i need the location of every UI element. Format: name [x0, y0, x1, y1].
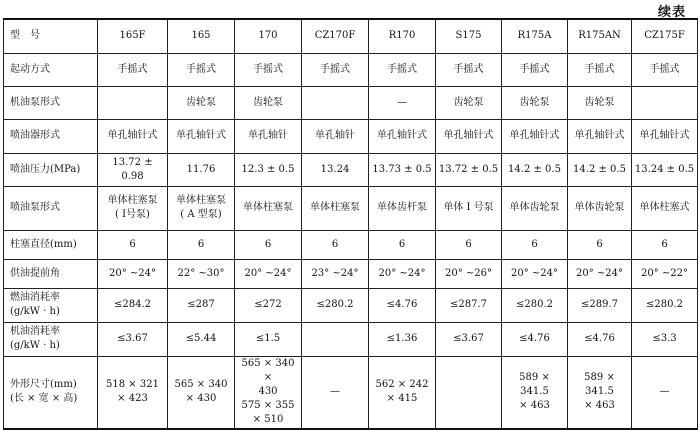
table-cell: ≤280.2 — [502, 288, 568, 322]
table-cell: 单孔轴针式 — [168, 119, 235, 153]
table-cell: 齿轮泵 — [502, 86, 568, 119]
table-cell: 单孔轴针式 — [502, 119, 568, 153]
table-cell: 单体柱塞泵 ( A 型泵) — [168, 186, 235, 230]
table-cell: 单孔轴针式 — [98, 119, 168, 153]
table-cell: R175A — [502, 19, 568, 53]
table-cell: 手摇式 — [568, 53, 632, 86]
table-cell: ≤1.36 — [369, 322, 436, 356]
table-cell: 单体柱塞泵 ( Ⅰ号泵) — [98, 186, 168, 230]
table-cell: ≤5.44 — [168, 322, 235, 356]
table-cell — [302, 86, 369, 119]
row-label-cell: 型 号 — [4, 19, 98, 53]
table-cell: 手摇式 — [235, 53, 302, 86]
table-row — [4, 322, 698, 356]
table-cell: 齿轮泵 — [436, 86, 502, 119]
table-cell: 20° ~22° — [632, 259, 698, 288]
table-cell: 齿轮泵 — [568, 86, 632, 119]
table-cell: 518 × 321 × 423 — [98, 356, 168, 429]
table-cell: 单体齿轮泵 — [568, 186, 632, 230]
table-cell: 单孔轴针 — [235, 119, 302, 153]
row-label-cell: 供油提前角 — [4, 259, 98, 288]
spec-table — [3, 18, 698, 430]
table-cell: 手摇式 — [436, 53, 502, 86]
table-cell: ≤280.2 — [632, 288, 698, 322]
table-cell: 手摇式 — [168, 53, 235, 86]
table-cell: 6 — [632, 230, 698, 259]
table-cell: — — [369, 86, 436, 119]
continued-label: 续表 — [657, 5, 686, 20]
table-cell: 单体柱塞泵 — [235, 186, 302, 230]
table-cell: 单体 Ⅰ 号泵 — [436, 186, 502, 230]
table-cell: 6 — [168, 230, 235, 259]
table-cell: 单体柱塞泵 — [302, 186, 369, 230]
table-cell: 13.72 ± 0.98 — [98, 153, 168, 186]
table-cell: 6 — [502, 230, 568, 259]
table-cell: 6 — [302, 230, 369, 259]
table-cell: ≤4.76 — [369, 288, 436, 322]
table-cell: 单体齿轮泵 — [502, 186, 568, 230]
table-row — [4, 288, 698, 322]
table-cell: 20° ~24° — [235, 259, 302, 288]
table-cell: 齿轮泵 — [168, 86, 235, 119]
row-label-cell: 起动方式 — [4, 53, 98, 86]
table-cell: 单孔轴针式 — [436, 119, 502, 153]
table-cell: — — [302, 356, 369, 429]
table-cell: 齿轮泵 — [235, 86, 302, 119]
table-cell: — — [632, 356, 698, 429]
table-cell: 单孔轴针式 — [632, 119, 698, 153]
table-cell: ≤287 — [168, 288, 235, 322]
table-cell — [436, 356, 502, 429]
table-cell: ≤3.3 — [632, 322, 698, 356]
table-cell: 手摇式 — [632, 53, 698, 86]
table-cell: 单体柱塞式 — [632, 186, 698, 230]
row-label-cell: 机油消耗率 (g/kW · h) — [4, 322, 98, 356]
table-cell: ≤284.2 — [98, 288, 168, 322]
table-cell: 6 — [568, 230, 632, 259]
table-cell: ≤3.67 — [436, 322, 502, 356]
table-cell: CZ170F — [302, 19, 369, 53]
table-cell: 20° ~24° — [98, 259, 168, 288]
table-cell: 20° ~24° — [369, 259, 436, 288]
table-cell: 单孔轴针式 — [568, 119, 632, 153]
table-cell: 单体齿杆泵 — [369, 186, 436, 230]
table-cell: ≤280.2 — [302, 288, 369, 322]
table-row — [4, 230, 698, 259]
table-cell: S175 — [436, 19, 502, 53]
table-cell: CZ175F — [632, 19, 698, 53]
table-cell: 12.3 ± 0.5 — [235, 153, 302, 186]
row-label-cell: 柱塞直径(mm) — [4, 230, 98, 259]
table-cell: 165F — [98, 19, 168, 53]
table-cell: 手摇式 — [302, 53, 369, 86]
table-row — [4, 356, 698, 429]
table-cell: 单孔轴针式 — [369, 119, 436, 153]
table-cell: ≤4.76 — [502, 322, 568, 356]
table-cell: 20° ~24° — [502, 259, 568, 288]
table-cell: 14.2 ± 0.5 — [502, 153, 568, 186]
table-cell: 22° ~30° — [168, 259, 235, 288]
table-cell: 170 — [235, 19, 302, 53]
table-cell: 单孔轴针 — [302, 119, 369, 153]
table-cell: 手摇式 — [502, 53, 568, 86]
table-cell: 562 × 242 × 415 — [369, 356, 436, 429]
row-label-cell: 外形尺寸(mm) (长 × 宽 × 高) — [4, 356, 98, 429]
table-row — [4, 259, 698, 288]
table-cell: 23° ~24° — [302, 259, 369, 288]
row-label-cell: 喷油器形式 — [4, 119, 98, 153]
row-label-cell: 喷油压力(MPa) — [4, 153, 98, 186]
table-cell: R175AN — [568, 19, 632, 53]
table-cell: 589 × 341.5 × 463 — [568, 356, 632, 429]
table-cell: 手摇式 — [98, 53, 168, 86]
table-cell: 6 — [235, 230, 302, 259]
table-header-row — [4, 19, 698, 53]
table-cell: 11.76 — [168, 153, 235, 186]
table-cell — [98, 86, 168, 119]
table-cell: 6 — [98, 230, 168, 259]
table-cell: 13.73 ± 0.5 — [369, 153, 436, 186]
table-cell: 589 × 341.5 × 463 — [502, 356, 568, 429]
table-cell: 手摇式 — [369, 53, 436, 86]
table-cell: ≤272 — [235, 288, 302, 322]
table-cell: ≤3.67 — [98, 322, 168, 356]
table-cell: 6 — [436, 230, 502, 259]
table-cell: 13.72 ± 0.5 — [436, 153, 502, 186]
table-cell: 13.24 ± 0.5 — [632, 153, 698, 186]
table-cell — [302, 322, 369, 356]
table-row — [4, 153, 698, 186]
spec-table-body — [4, 19, 698, 429]
table-cell: 565 × 340 × 430 575 × 355 × 510 — [235, 356, 302, 429]
table-cell: R170 — [369, 19, 436, 53]
table-cell — [632, 86, 698, 119]
row-label-cell: 燃油消耗率 (g/kW · h) — [4, 288, 98, 322]
row-label-cell: 机油泵形式 — [4, 86, 98, 119]
table-row — [4, 53, 698, 86]
row-label-cell: 喷油泵形式 — [4, 186, 98, 230]
table-cell: ≤1.5 — [235, 322, 302, 356]
table-cell: ≤287.7 — [436, 288, 502, 322]
table-cell: 6 — [369, 230, 436, 259]
table-cell: 14.2 ± 0.5 — [568, 153, 632, 186]
table-row — [4, 86, 698, 119]
table-cell: 565 × 340 × 430 — [168, 356, 235, 429]
table-row — [4, 186, 698, 230]
table-cell: 165 — [168, 19, 235, 53]
table-cell: 20° ~24° — [568, 259, 632, 288]
table-cell: ≤4.76 — [568, 322, 632, 356]
table-cell: ≤289.7 — [568, 288, 632, 322]
table-row — [4, 119, 698, 153]
table-cell: 13.24 — [302, 153, 369, 186]
table-cell: 20° ~26° — [436, 259, 502, 288]
